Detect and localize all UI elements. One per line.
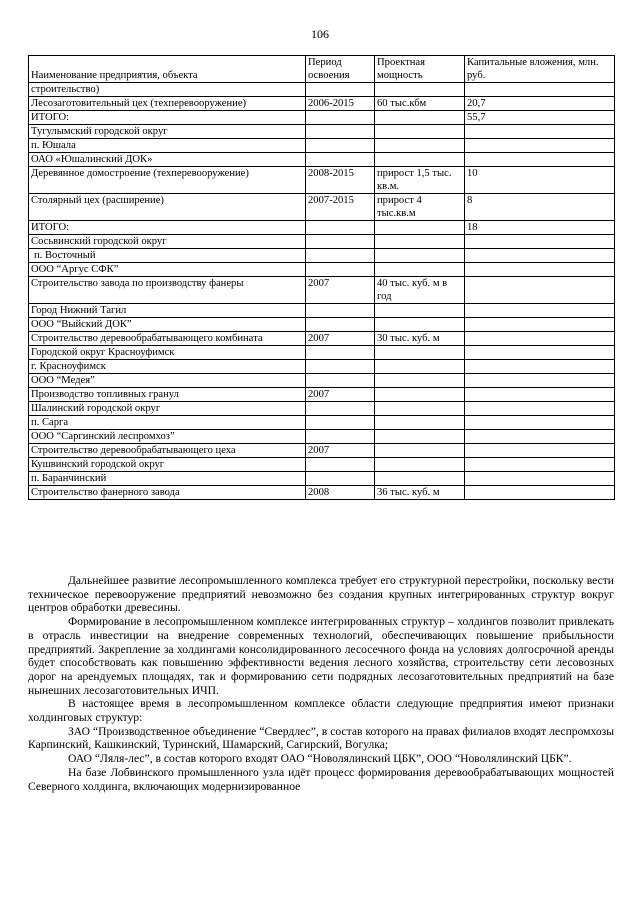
cell-enterprise: ИТОГО: [29,111,306,125]
table-row [29,388,615,402]
table-row [29,83,615,97]
cell-enterprise: п. Восточный [29,249,306,263]
cell-capacity [375,360,465,374]
cell-period [306,472,375,486]
cell-enterprise: Строительство деревообрабатывающего комбината [29,332,306,346]
cell-capacity: прирост 1,5 тыс. кв.м. [375,167,465,194]
cell-capacity [375,235,465,249]
table-row [29,249,615,263]
cell-investment [465,83,615,97]
cell-investment [465,374,615,388]
cell-investment: 20,7 [465,97,615,111]
table-row [29,318,615,332]
header-enterprise: Наименование предприятия, объекта [29,56,306,83]
cell-capacity: 36 тыс. куб. м [375,486,465,500]
cell-enterprise: Тугулымский городской округ [29,125,306,139]
cell-investment: 10 [465,167,615,194]
cell-capacity [375,318,465,332]
cell-enterprise: г. Красноуфимск [29,360,306,374]
cell-investment [465,153,615,167]
cell-enterprise: Производство топливных гранул [29,388,306,402]
cell-capacity [375,111,465,125]
cell-enterprise: Лесозаготовительный цех (техперевооружение) [29,97,306,111]
cell-capacity [375,388,465,402]
cell-enterprise: ОАО «Юшалинский ДОК» [29,153,306,167]
cell-investment [465,402,615,416]
cell-period: 2008-2015 [306,167,375,194]
table-row [29,125,615,139]
cell-enterprise: Городской округ Красноуфимск [29,346,306,360]
cell-investment [465,249,615,263]
table-row [29,402,615,416]
paragraph: ОАО “Ляля-лес”, в состав которого входят ОАО “Новолялинский ЦБК”, ООО “Новолялинский ЦБК”. [68,752,572,766]
cell-period [306,458,375,472]
cell-period: 2007 [306,277,375,304]
cell-enterprise: ООО “Аргус СФК” [29,263,306,277]
cell-investment: 55,7 [465,111,615,125]
cell-period [306,402,375,416]
cell-enterprise: ИТОГО: [29,221,306,235]
cell-capacity [375,430,465,444]
cell-investment [465,416,615,430]
header-capacity: Проектная мощность [375,56,465,83]
cell-investment [465,458,615,472]
paragraph: Дальнейшее развитие лесопромышленного комплекса требует его структурной перестройки, поскольку вести техническое перевооружение предприятий невозможно без создания крупных интегрированных структур вокруг центров обработки древесины. [28,574,614,615]
cell-capacity [375,374,465,388]
cell-enterprise: Строительство деревообрабатывающего цеха [29,444,306,458]
cell-capacity [375,304,465,318]
table-row [29,486,615,500]
cell-capacity: 30 тыс. куб. м [375,332,465,346]
cell-investment [465,332,615,346]
paragraph: В настоящее время в лесопромышленном комплексе области следующие предприятия имеют признаки холдинговых структур: [28,697,614,725]
cell-capacity [375,83,465,97]
table-row [29,139,615,153]
cell-capacity [375,221,465,235]
cell-investment [465,486,615,500]
cell-investment [465,263,615,277]
table-row [29,235,615,249]
cell-investment [465,318,615,332]
cell-enterprise: п. Баранчинский [29,472,306,486]
cell-enterprise: строительство) [29,83,306,97]
cell-capacity [375,472,465,486]
cell-period [306,263,375,277]
table-row [29,472,615,486]
cell-investment [465,139,615,153]
cell-capacity [375,416,465,430]
page-number: 106 [311,27,329,41]
cell-capacity: 60 тыс.кбм [375,97,465,111]
table-row [29,430,615,444]
table-row [29,360,615,374]
cell-capacity [375,153,465,167]
table-row [29,374,615,388]
table-row [29,416,615,430]
cell-capacity [375,346,465,360]
cell-capacity: прирост 4 тыс.кв.м [375,194,465,221]
cell-period [306,111,375,125]
investment-table [28,55,615,500]
table-header-row [29,56,615,83]
cell-enterprise: Столярный цех (расширение) [29,194,306,221]
cell-investment [465,304,615,318]
cell-enterprise: Деревянное домостроение (техперевооружение) [29,167,306,194]
table-row [29,263,615,277]
cell-enterprise: Кушвинский городской округ [29,458,306,472]
table-row [29,444,615,458]
cell-period [306,249,375,263]
table-row [29,277,615,304]
table-row [29,304,615,318]
cell-period [306,304,375,318]
cell-enterprise: ООО “Выйский ДОК” [29,318,306,332]
table-body [29,83,615,500]
table-row [29,346,615,360]
cell-capacity [375,263,465,277]
cell-capacity [375,444,465,458]
cell-investment [465,235,615,249]
cell-period [306,221,375,235]
cell-investment [465,125,615,139]
cell-investment: 18 [465,221,615,235]
paragraph: На базе Лобвинского промышленного узла идёт процесс формирования деревообрабатывающих мощностей Северного холдинга, включающих модернизированное [28,765,614,793]
cell-capacity [375,249,465,263]
cell-enterprise: п. Сарга [29,416,306,430]
cell-investment [465,430,615,444]
cell-period [306,374,375,388]
cell-capacity [375,139,465,153]
cell-investment: 8 [465,194,615,221]
cell-period: 2007 [306,332,375,346]
table-row [29,167,615,194]
cell-period: 2007 [306,388,375,402]
cell-period: 2006-2015 [306,97,375,111]
table-row [29,153,615,167]
cell-enterprise: ООО “Медея” [29,374,306,388]
cell-period [306,235,375,249]
cell-period: 2007-2015 [306,194,375,221]
cell-period [306,125,375,139]
cell-enterprise: Сосьвинский городской округ [29,235,306,249]
cell-period [306,153,375,167]
cell-investment [465,388,615,402]
table-row [29,194,615,221]
cell-enterprise: Строительство фанерного завода [29,486,306,500]
header-investment: Капитальные вложения, млн. руб. [465,56,615,83]
cell-period [306,360,375,374]
cell-period: 2007 [306,444,375,458]
table-row [29,332,615,346]
cell-enterprise: Шалинский городской округ [29,402,306,416]
cell-enterprise: ООО “Саргинский леспромхоз” [29,430,306,444]
body-text [28,574,614,793]
cell-investment [465,277,615,304]
cell-capacity: 40 тыс. куб. м в год [375,277,465,304]
table-row [29,221,615,235]
cell-investment [465,346,615,360]
cell-enterprise: Строительство завода по производству фанеры [29,277,306,304]
cell-capacity [375,402,465,416]
cell-period [306,430,375,444]
cell-period [306,83,375,97]
cell-investment [465,444,615,458]
cell-enterprise: Город Нижний Тагил [29,304,306,318]
cell-period [306,318,375,332]
table-row [29,111,615,125]
cell-period [306,139,375,153]
cell-capacity [375,125,465,139]
header-period: Период освоения [306,56,375,83]
cell-capacity [375,458,465,472]
cell-period [306,346,375,360]
cell-period: 2008 [306,486,375,500]
cell-investment [465,472,615,486]
paragraph: Формирование в лесопромышленном комплексе интегрированных структур – холдингов позволит привлекать в отрасль инвестиции на внедрение современных технологий, обеспечивающих повышение прибыльности предприятий. Закрепление за холдингами консолидированного лесосечного фонда на условиях долгосрочной аренды будет способствовать как повышению эффективности ведения лесного хозяйства, строительству сети лесовозных дорог на арендуемых площадях, так и формированию сети подрядных лесозаготовительных предприятий на базе нынешних лесозаготовительных ИЧП. [28,615,614,697]
table-row [29,458,615,472]
cell-period [306,416,375,430]
table-row [29,97,615,111]
paragraph: ЗАО “Производственное объединение “Свердлес”, в состав которого на правах филиалов входят леспромхозы Карпинский, Кашкинский, Туринский, Шамарский, Сагирский, Вогулка; [28,724,614,752]
cell-investment [465,360,615,374]
cell-enterprise: п. Юшала [29,139,306,153]
